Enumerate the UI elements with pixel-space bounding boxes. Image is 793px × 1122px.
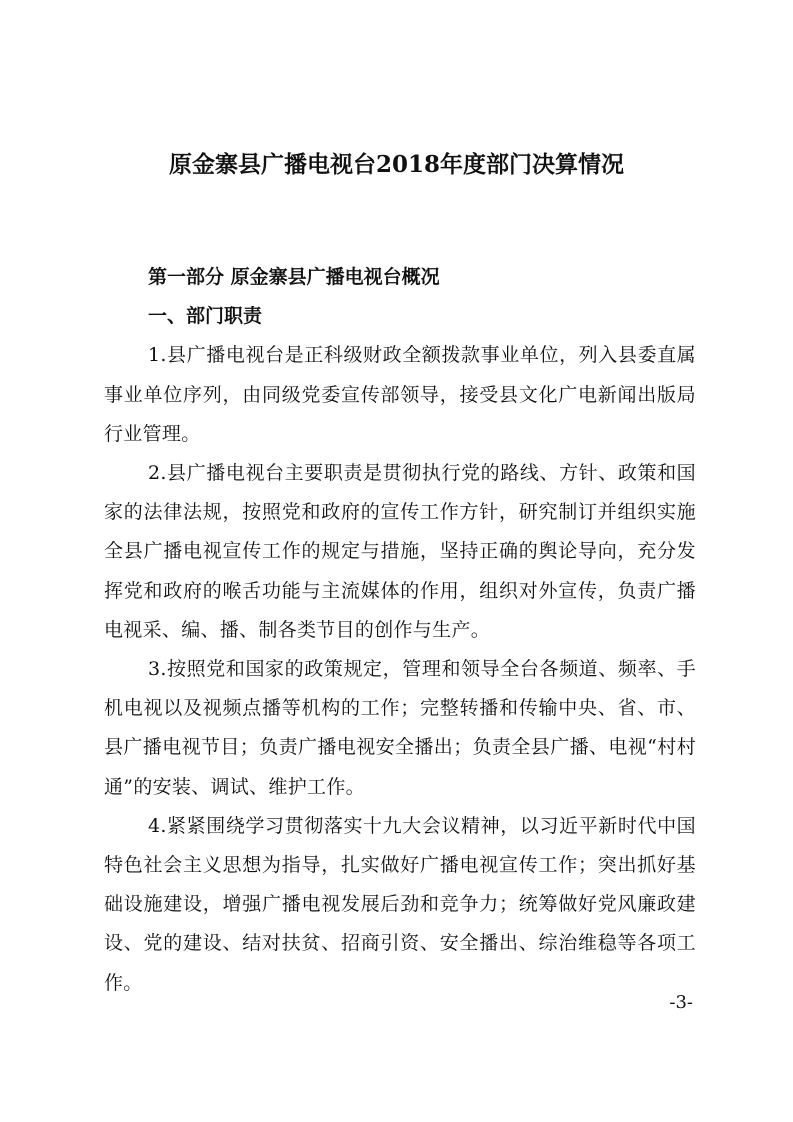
paragraph-3: 3.按照党和国家的政策规定，管理和领导全台各频道、频率、手机电视以及视频点播等机构的工作；完整转播和传输中央、省、市、县广播电视节目；负责广播电视安全播出；负责全县广播、电视“村村通”的安装、调试、维护工作。 — [104, 658, 696, 798]
section-heading: 第一部分 原金寨县广播电视台概况 — [148, 266, 440, 288]
document-body — [104, 258, 696, 1003]
paragraph-1: 1.县广播电视台是正科级财政全额拨款事业单位，列入县委直属事业单位序列，由同级党委宣传部领导，接受县文化广电新闻出版局行业管理。 — [104, 344, 696, 445]
page-number: -3- — [669, 992, 693, 1013]
paragraph-4: 4.紧紧围绕学习贯彻落实十九大会议精神，以习近平新时代中国特色社会主义思想为指导，扎实做好广播电视宣传工作；突出抓好基础设施建设，增强广播电视发展后劲和竞争力；统筹做好党风廉政建设、党的建设、结对扶贫、招商引资、安全播出、综治维稳等各项工作。 — [104, 814, 696, 994]
page-title: 原金寨县广播电视台2018年度部门决算情况 — [168, 151, 624, 178]
paragraph-2: 2.县广播电视台主要职责是贯彻执行党的路线、方针、政策和国家的法律法规，按照党和政府的宣传工作方针，研究制订并组织实施全县广播电视宣传工作的规定与措施，坚持正确的舆论导向，充分发挥党和政府的喉舌功能与主流媒体的作用，组织对外宣传，负责广播电视采、编、播、制各类节目的创作与生产。 — [104, 462, 696, 641]
subsection-heading: 一、部门职责 — [148, 305, 263, 328]
